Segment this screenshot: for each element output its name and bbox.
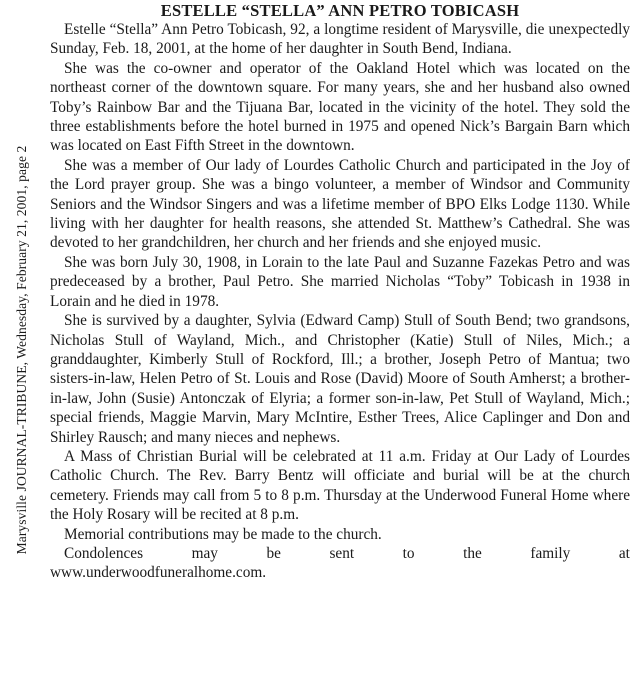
- paragraph-memorial: Memorial contributions may be made to the church.: [64, 525, 382, 543]
- condolences-word: to: [402, 544, 415, 562]
- paragraph-hotel: She was the co-owner and operator of the Oakland Hotel which was located on the northeast corner of the downtown square. For many years, she and her husband also owned Toby’s Rainbow Bar and the Tijuana Bar, located in the vicinity of the hotel. They sold the three establishments before the hotel burned in 1975 and opened Nick’s Bargain Barn which was located on East Fifth Street in the downtown.: [50, 59, 630, 155]
- condolences-word: family: [530, 544, 571, 562]
- paragraph-birth: She was born July 30, 1908, in Lorain to the late Paul and Suzanne Fazekas Petro and was predeceased by a brother, Paul Petro. She married Nicholas “Toby” Tobicash in 1938 in Lorain and he died in 1978.: [50, 253, 630, 310]
- paragraph-survivors: She is survived by a daughter, Sylvia (Edward Camp) Stull of South Bend; two grandsons, Nicholas Stull of Wayland, Mich., and Christopher (Katie) Stull of Niles, Mich.; a granddaughter, Kimberly Stull of Rockford, Ill.; a brother, Joseph Petro of Mantua; two sisters-in-law, Helen Petro of St. Louis and Rose (David) Moore of South Amherst; a brother-in-law, John (Susie) Antonczak of Elyria; a former son-in-law, Pet Stull of Wayland, Mich.; special friends, Maggie Marvin, Mary McIntire, Esther Trees, Alice Caplinger and Don and Shirley Rausch; and many nieces and nephews.: [50, 312, 630, 446]
- condolences-word: the: [463, 544, 482, 562]
- funeral-home-website: www.underwoodfuneralhome.com.: [50, 564, 267, 582]
- paragraph-church: She was a member of Our lady of Lourdes Catholic Church and participated in the Joy of the Lord prayer group. She was a bingo volunteer, a member of Windsor and Community Seniors and the Windsor Singers and was a lifetime member of BPO Elks Lodge 1130. While living with her daughter for health reasons, she attended St. Matthew’s Cathedral. She was devoted to her grandchildren, her church and her friends and she enjoyed music.: [50, 156, 630, 252]
- condolences-word: may: [191, 544, 218, 562]
- condolences-line: [50, 544, 630, 563]
- obituary-article: [50, 0, 630, 583]
- newspaper-citation: Marysville JOURNAL-TRIBUNE, Wednesday, February 21, 2001, page 2: [14, 145, 29, 555]
- paragraph-services: A Mass of Christian Burial will be celebrated at 11 a.m. Friday at Our Lady of Lourdes Catholic Church. The Rev. Barry Bentz will officiate and burial will be at the church cemetery. Friends may call from 5 to 8 p.m. Thursday at the Underwood Funeral Home where the Holy Rosary will be recited at 8 p.m.: [50, 447, 630, 524]
- obituary-headline: ESTELLE “STELLA” ANN PETRO TOBICASH: [160, 1, 520, 20]
- condolences-word: at: [618, 544, 630, 562]
- condolences-word: Condolences: [64, 544, 144, 562]
- paragraph-intro: Estelle “Stella” Ann Petro Tobicash, 92, a longtime resident of Marysville, die unexpectedly Sunday, Feb. 18, 2001, at the home of her daughter in South Bend, Indiana.: [50, 21, 630, 58]
- condolences-word: be: [266, 544, 281, 562]
- condolences-word: sent: [329, 544, 355, 562]
